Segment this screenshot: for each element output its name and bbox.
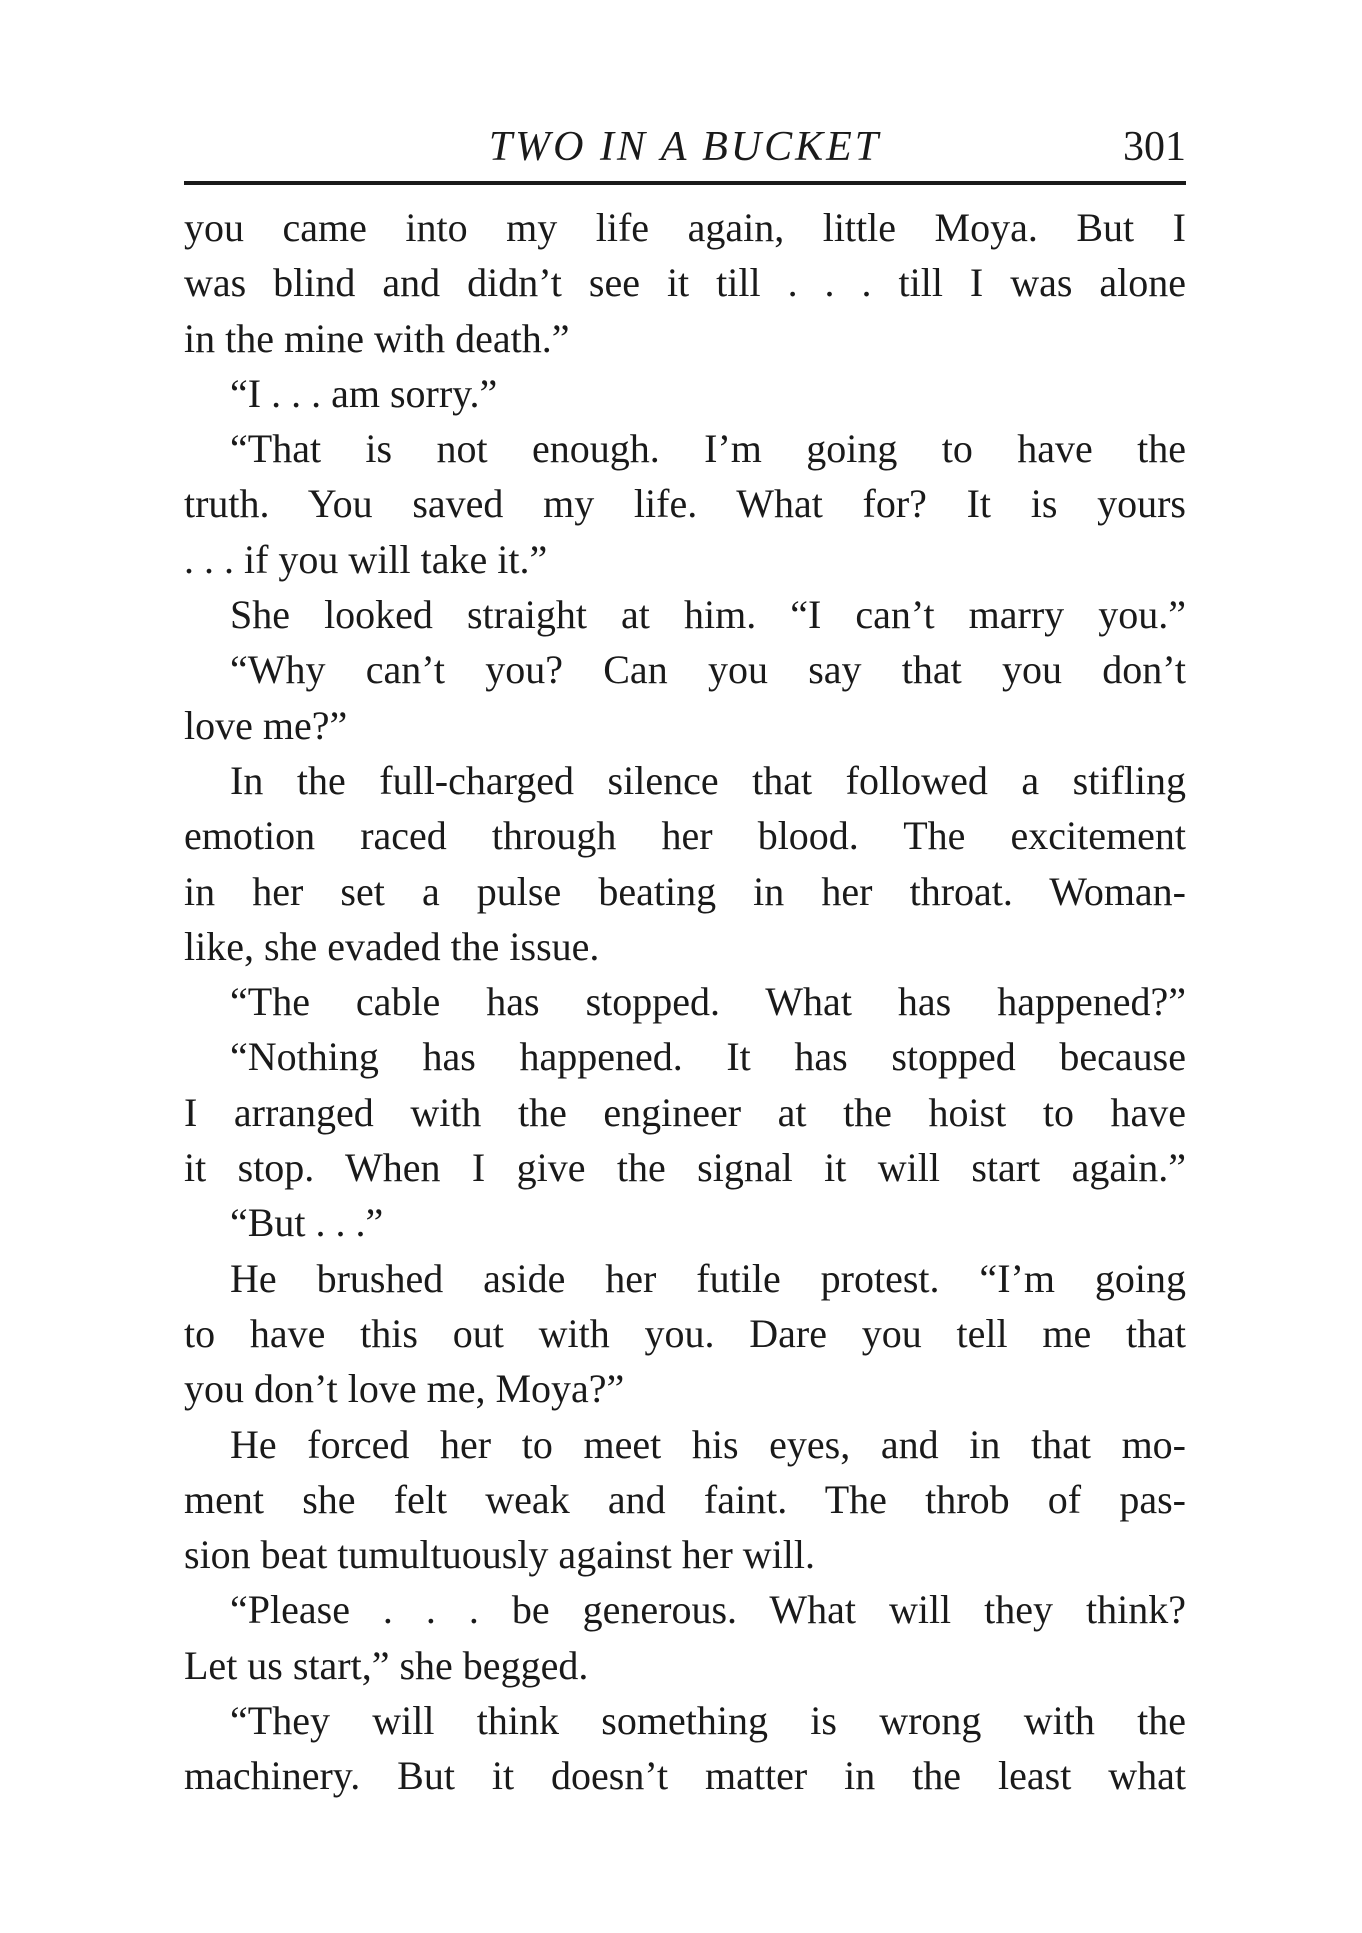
text-line: “But . . .” bbox=[230, 1200, 384, 1246]
text-line: She looked straight at him. “I can’t marry you.” bbox=[230, 592, 1186, 638]
text-line: . . . if you will take it.” bbox=[184, 536, 548, 582]
running-title: TWO IN A BUCKET bbox=[488, 124, 882, 170]
text-line: He forced her to meet his eyes, and in that mo- bbox=[230, 1421, 1186, 1467]
text-line: He brushed aside her futile protest. “I’m going bbox=[230, 1255, 1186, 1301]
running-head bbox=[184, 118, 1186, 180]
text-line: I arranged with the engineer at the hoist to have bbox=[184, 1089, 1186, 1135]
text-line: was blind and didn’t see it till . . . till I was alone bbox=[184, 260, 1186, 306]
header-rule bbox=[184, 181, 1186, 185]
text-line: sion beat tumultuously against her will. bbox=[184, 1532, 816, 1578]
text-line: you don’t love me, Moya?” bbox=[184, 1366, 625, 1412]
text-line: “Why can’t you? Can you say that you don’t bbox=[230, 647, 1186, 693]
text-line: “I . . . am sorry.” bbox=[230, 370, 498, 416]
text-line: “That is not enough. I’m going to have the bbox=[230, 426, 1186, 472]
text-line: In the full-charged silence that followed a stifling bbox=[230, 757, 1186, 803]
text-line: like, she evaded the issue. bbox=[184, 923, 600, 969]
text-line: ment she felt weak and faint. The throb of pas- bbox=[184, 1476, 1186, 1522]
text-line: Let us start,” she begged. bbox=[184, 1642, 589, 1688]
body-text bbox=[184, 200, 1186, 1804]
text-line: in the mine with death.” bbox=[184, 315, 570, 361]
text-line: it stop. When I give the signal it will start again.” bbox=[184, 1145, 1186, 1191]
text-line: “The cable has stopped. What has happened?” bbox=[230, 979, 1186, 1025]
text-line: you came into my life again, little Moya. But I bbox=[184, 205, 1186, 250]
page-number: 301 bbox=[1123, 124, 1186, 170]
text-line: in her set a pulse beating in her throat. Woman- bbox=[184, 868, 1186, 914]
text-line: love me?” bbox=[184, 702, 348, 748]
text-line: emotion raced through her blood. The excitement bbox=[184, 813, 1186, 859]
text-line: “Nothing has happened. It has stopped because bbox=[230, 1034, 1186, 1080]
text-line: “They will think something is wrong with the bbox=[230, 1698, 1186, 1744]
text-line: “Please . . . be generous. What will they think? bbox=[230, 1587, 1186, 1633]
text-line: machinery. But it doesn’t matter in the least what bbox=[184, 1753, 1186, 1799]
text-line: truth. You saved my life. What for? It is yours bbox=[184, 481, 1186, 527]
text-line: to have this out with you. Dare you tell me that bbox=[184, 1310, 1186, 1356]
